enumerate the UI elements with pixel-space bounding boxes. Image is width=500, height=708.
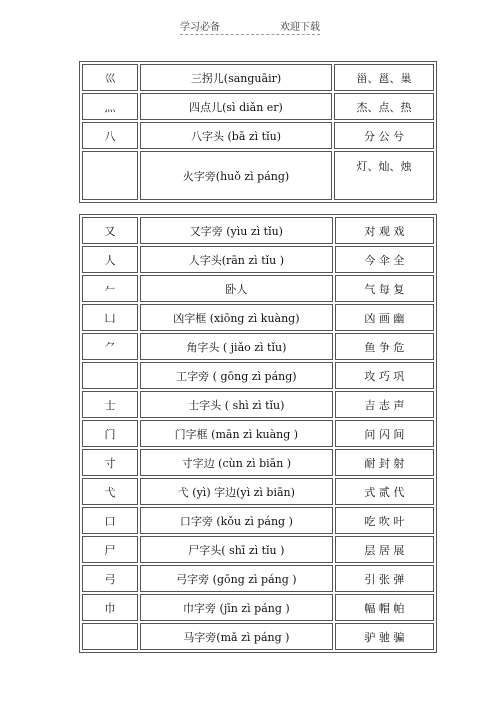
radical-name-cell: 工字旁 ( gōng zì páng) — [140, 362, 333, 389]
radical-name-cell: 巾字旁 (jīn zì páng ) — [140, 594, 333, 621]
table-row — [82, 362, 434, 389]
table-row — [82, 536, 434, 563]
radical-name-cell: 弋 (yì) 字边(yì zì biān) — [140, 478, 333, 505]
table-row — [82, 275, 434, 302]
radical-name-cell: 凶字框 (xiōng zì kuàng) — [140, 304, 333, 331]
radical-cell: 寸 — [82, 449, 138, 476]
example-chars-cell: 驴 驰 骗 — [335, 623, 434, 650]
example-chars-cell: 甾、邕、巢 — [334, 64, 434, 91]
example-chars-cell: 分 公 兮 — [334, 122, 434, 149]
example-chars-cell: 幅 帽 帕 — [335, 594, 434, 621]
example-chars-cell: 耐 封 射 — [335, 449, 434, 476]
table-row — [82, 64, 434, 91]
radical-cell: 弋 — [82, 478, 138, 505]
example-chars-cell: 灯、灿、烛 — [334, 151, 434, 200]
radical-cell: ⺈ — [82, 333, 138, 360]
radical-cell: 人 — [82, 246, 138, 273]
radical-cell — [82, 362, 138, 389]
table-row — [82, 122, 434, 149]
example-chars-cell: 吃 吹 叶 — [335, 507, 434, 534]
radical-name-cell: 门字框 (mān zì kuàng ) — [140, 420, 333, 447]
header-left-text: 学习必备 — [180, 22, 220, 33]
table-row — [82, 93, 434, 120]
radical-cell: 八 — [82, 122, 138, 149]
example-chars-cell: 杰、点、热 — [334, 93, 434, 120]
radical-cell: 又 — [82, 217, 138, 244]
table-row — [82, 507, 434, 534]
table-row — [82, 304, 434, 331]
radical-cell: 门 — [82, 420, 138, 447]
table-row — [82, 333, 434, 360]
radical-cell: 巾 — [82, 594, 138, 621]
table-row — [82, 151, 434, 200]
table-row — [82, 565, 434, 592]
table-row — [82, 420, 434, 447]
radical-name-cell: 弓字旁 (gōng zì páng ) — [140, 565, 333, 592]
radical-name-cell: 士字头 ( shì zì tǐu) — [140, 391, 333, 418]
example-chars-cell: 攻 巧 巩 — [335, 362, 434, 389]
table-row — [82, 623, 434, 650]
radical-name-cell: 马字旁(mǎ zì páng ) — [140, 623, 333, 650]
example-chars-cell: 引 张 弹 — [335, 565, 434, 592]
example-chars-cell: 吉 志 声 — [335, 391, 434, 418]
table-row — [82, 391, 434, 418]
radical-name-cell: 口字旁 (kǒu zì páng ) — [140, 507, 333, 534]
radical-cell: 灬 — [82, 93, 138, 120]
radical-cell: 凵 — [82, 304, 138, 331]
radical-cell — [82, 151, 138, 200]
radical-name-cell: 尸字头( shī zì tǐu ) — [140, 536, 333, 563]
example-chars-cell: 凶 画 幽 — [335, 304, 434, 331]
example-chars-cell: 对 观 戏 — [335, 217, 434, 244]
radical-name-cell: 卧人 — [140, 275, 333, 302]
radical-cell: 口 — [82, 507, 138, 534]
radical-cell: 弓 — [82, 565, 138, 592]
radical-name-cell: 四点儿(sì diǎn er) — [140, 93, 332, 120]
radical-name-cell: 三拐儿(sanguāir) — [140, 64, 332, 91]
table-row — [82, 449, 434, 476]
radical-cell — [82, 623, 138, 650]
radical-name-cell: 又字旁 (yìu zì tǐu) — [140, 217, 333, 244]
table-row — [82, 478, 434, 505]
table-row — [82, 217, 434, 244]
example-chars-cell: 鱼 争 危 — [335, 333, 434, 360]
radical-name-cell: 八字头 (bā zì tǐu) — [140, 122, 332, 149]
radical-name-cell: 火字旁(huǒ zì páng) — [140, 151, 332, 200]
example-chars-cell: 层 居 展 — [335, 536, 434, 563]
example-chars-cell: 今 伞 全 — [335, 246, 434, 273]
page-header — [180, 18, 320, 35]
table-row — [82, 594, 434, 621]
example-chars-cell: 气 每 复 — [335, 275, 434, 302]
radical-cell: 巛 — [82, 64, 138, 91]
radical-cell: 𠂉 — [82, 275, 138, 302]
radical-name-cell: 寸字边 (cùn zì biān ) — [140, 449, 333, 476]
radical-table-1 — [79, 61, 437, 203]
radical-cell: 士 — [82, 391, 138, 418]
radical-cell: 尸 — [82, 536, 138, 563]
radical-name-cell: 角字头 ( jiǎo zì tǐu) — [140, 333, 333, 360]
example-chars-cell: 问 闪 间 — [335, 420, 434, 447]
table-row — [82, 246, 434, 273]
header-right-text: 欢迎下载 — [280, 22, 320, 33]
example-chars-cell: 式 贰 代 — [335, 478, 434, 505]
radical-name-cell: 人字头(rān zì tǐu ) — [140, 246, 333, 273]
radical-table-2 — [79, 214, 437, 653]
